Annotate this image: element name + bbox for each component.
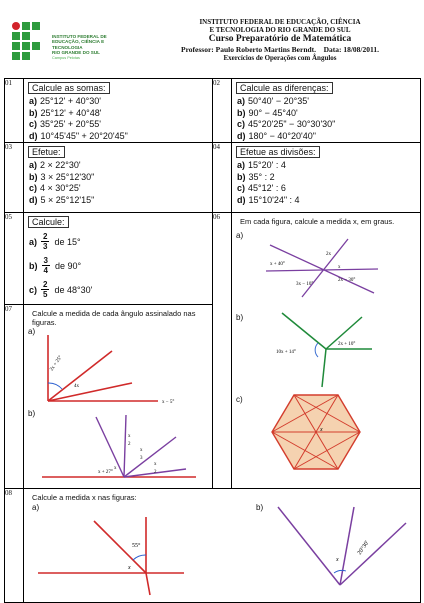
question-03 — [24, 143, 213, 213]
figure-label: a) — [32, 503, 40, 512]
header-line1: INSTITUTO FEDERAL DE EDUCAÇÃO, CIÊNCIA — [199, 18, 361, 26]
professor-name: Professor: Paulo Roberto Martins Berndt. — [181, 45, 317, 54]
list-item: c) 4 × 30°25' — [29, 183, 81, 193]
logo-text — [52, 34, 134, 61]
title-box: Calcule as diferenças: — [236, 82, 333, 94]
subject-title: Exercícios de Operações com Ângulos — [223, 54, 337, 62]
figure-8b — [274, 503, 414, 591]
question-number: 08 — [5, 489, 24, 603]
figure-label: a) — [28, 327, 36, 336]
question-02 — [232, 79, 421, 143]
list-item: b) 25°12' + 40°48' — [29, 107, 102, 118]
angle-label: 2 — [154, 470, 157, 475]
list-item: b) 90° − 45°40' — [237, 107, 298, 118]
angle-label: 2x + 25° — [49, 355, 64, 373]
table-row — [5, 79, 421, 143]
question-number: 07 — [5, 305, 24, 489]
header-text — [145, 18, 415, 63]
list-item: c) 45°12' : 6 — [237, 183, 286, 193]
question-01 — [24, 79, 213, 143]
question-number: 06 — [213, 213, 232, 489]
question-title: Calcule a medida de cada ângulo assinalado nas figuras. — [32, 309, 196, 327]
logo-line1: INSTITUTO FEDERAL DE — [52, 34, 107, 39]
question-number: 05 — [5, 213, 24, 305]
logo-campus: Campus Pelotas — [52, 55, 80, 60]
angle-label: 2x − 30° — [338, 278, 356, 283]
question-title — [236, 146, 420, 158]
figure-7a — [38, 331, 198, 407]
angle-label: 3 — [140, 456, 143, 461]
list-item: b) $\frac{3}{4}$ de 90° — [29, 256, 82, 275]
institute-logo — [12, 22, 132, 72]
figure-8a — [34, 511, 194, 599]
angle-label: x — [320, 427, 323, 433]
angle-label: 4x — [74, 384, 79, 389]
list-item: d) 15°10'24" : 4 — [237, 194, 300, 205]
fraction: $\frac{3}{4}$ — [43, 256, 48, 275]
angle-label: x + 40° — [270, 262, 285, 267]
title-box: Calcule: — [28, 216, 69, 228]
figure-6a — [262, 235, 382, 301]
angle-label: x — [154, 462, 157, 467]
figure-label: b) — [236, 313, 244, 322]
logo-line2: EDUCAÇÃO, CIÊNCIA E TECNOLOGIA — [52, 39, 105, 50]
logo-line3: RIO GRANDE DO SUL — [52, 50, 100, 56]
list-item: d) 10°45'45" + 20°20'45" — [29, 130, 128, 141]
fraction: $\frac{2}{5}$ — [43, 280, 48, 299]
list-item: a) 50°40' − 20°35' — [237, 96, 309, 106]
exercise-table — [4, 78, 421, 603]
angle-label: 20°30' — [356, 540, 371, 557]
figure-6c — [266, 391, 366, 473]
question-07 — [24, 305, 213, 489]
angle-label: 55° — [132, 543, 141, 549]
angle-label: x — [128, 565, 131, 571]
table-row — [5, 489, 421, 603]
title-box: Efetue: — [28, 146, 65, 158]
page-header — [0, 0, 424, 78]
table-row — [5, 213, 421, 305]
angle-label: x — [336, 557, 339, 563]
angle-label: 10x + 14° — [276, 350, 296, 355]
table-row — [5, 143, 421, 213]
header-line2: E TECNOLOGIA DO RIO GRANDE DO SUL — [209, 26, 351, 34]
list-item: c) $\frac{2}{5}$ de 48°30' — [29, 280, 93, 299]
angle-label: 2x + 10° — [338, 342, 356, 347]
question-title — [28, 146, 212, 158]
angle-label: x − 5° — [162, 400, 175, 405]
question-05 — [24, 213, 213, 305]
figure-7b — [36, 411, 206, 485]
question-title — [28, 216, 212, 228]
angle-label: 3x − 10° — [296, 282, 314, 287]
figure-label: a) — [236, 231, 244, 240]
figure-label: b) — [256, 503, 264, 512]
angle-label: x — [140, 448, 143, 453]
list-item: a) 2 × 22°30' — [29, 160, 81, 170]
date-text: Data: 18/08/2011. — [323, 45, 379, 54]
list-item: a) 15°20' : 4 — [237, 160, 286, 170]
angle-label: 2x — [326, 252, 331, 257]
list-item: b) 3 × 25°12'30" — [29, 171, 95, 182]
question-08 — [24, 489, 421, 603]
question-number: 02 — [213, 79, 232, 143]
angle-label: 2 — [128, 442, 131, 447]
list-item: d) 180° − 40°20'40" — [237, 130, 316, 141]
fraction: $\frac{2}{3}$ — [43, 232, 48, 251]
list-item: c) 45°20'25" − 30°30'30" — [237, 119, 336, 129]
question-title: Calcule a medida x nas figuras: — [32, 493, 137, 502]
angle-label: x — [338, 265, 341, 270]
list-item: c) 35°25' + 20°55' — [29, 119, 101, 129]
title-box: Efetue as divisões: — [236, 146, 320, 158]
professor-line — [145, 45, 415, 54]
question-number: 01 — [5, 79, 24, 143]
question-number: 03 — [5, 143, 24, 213]
list-item: b) 35° : 2 — [237, 171, 275, 182]
question-title — [28, 82, 212, 94]
angle-label: x — [114, 466, 117, 471]
title-box: Calcule as somas: — [28, 82, 110, 94]
angle-label: x + 27° — [98, 470, 113, 475]
list-item: a) 25°12' + 40°30' — [29, 96, 101, 106]
angle-label: x — [128, 434, 131, 439]
question-number: 04 — [213, 143, 232, 213]
question-04 — [232, 143, 421, 213]
course-title: Curso Preparatório de Matemática — [208, 34, 352, 44]
figure-label: c) — [236, 395, 243, 404]
question-title — [236, 82, 420, 94]
list-item: d) 5 × 25°12'15" — [29, 194, 95, 205]
figure-6b — [252, 309, 382, 389]
question-title: Em cada figura, calcule a medida x, em graus. — [240, 217, 395, 226]
figure-label: b) — [28, 409, 36, 418]
question-06 — [232, 213, 421, 489]
list-item: a) $\frac{2}{3}$ de 15° — [29, 232, 81, 251]
logo-grid-icon — [12, 22, 48, 68]
